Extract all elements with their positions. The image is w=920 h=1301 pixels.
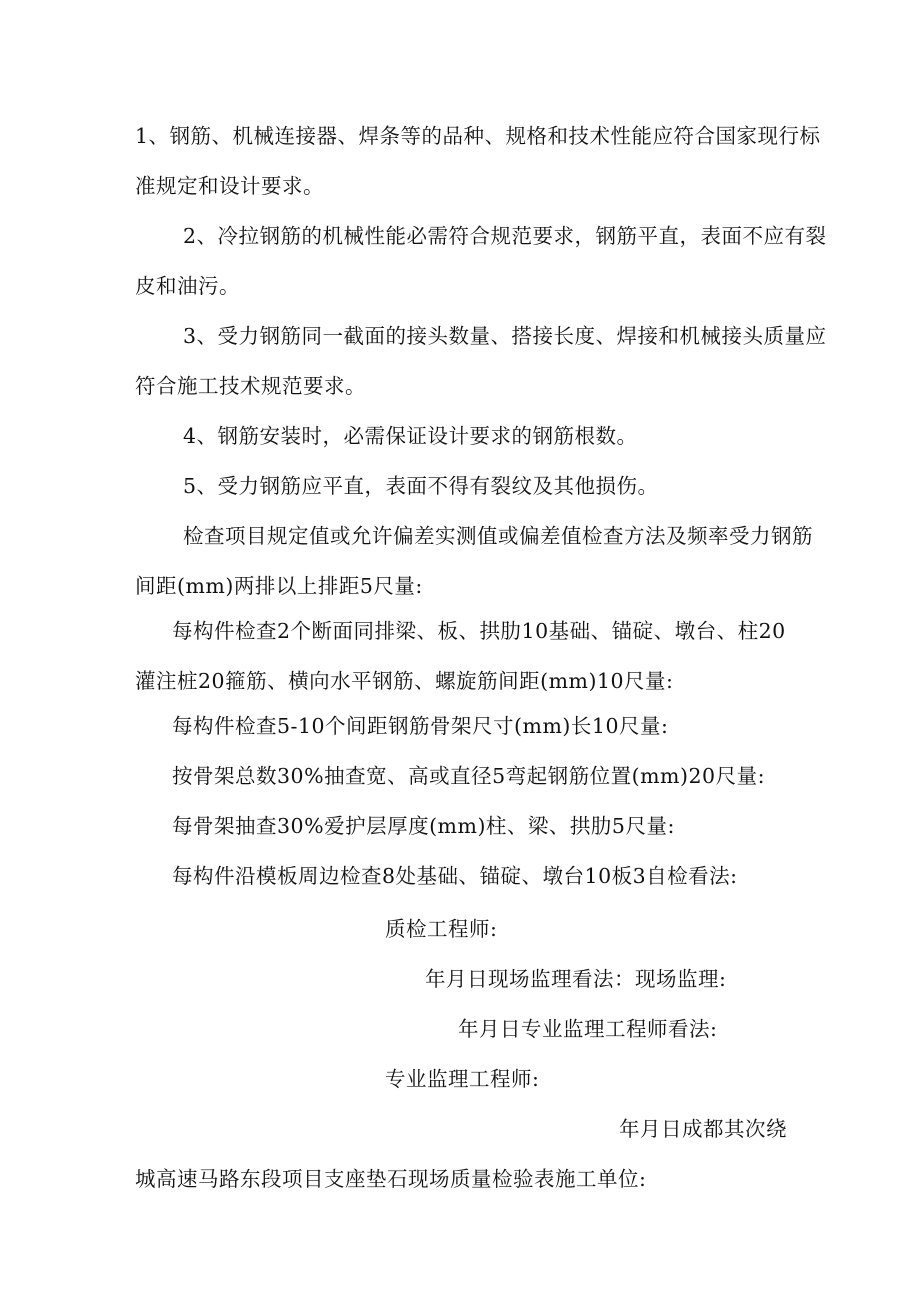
paragraph-7-line-1: 每构件检查2个断面同排梁、板、拱肋10基础、锚碇、墩台、柱20 <box>172 619 786 643</box>
site-supervision-label: 年月日现场监理看法：现场监理: <box>425 967 727 991</box>
specialist-opinion-label: 年月日专业监理工程师看法: <box>458 1017 718 1041</box>
paragraph-3-line-2: 符合施工技术规范要求。 <box>135 374 366 398</box>
paragraph-9-line-1: 按骨架总数30%抽查宽、高或直径5弯起钢筋位置(mm)20尺量: <box>172 764 765 788</box>
paragraph-1-line-2: 准规定和设计要求。 <box>135 174 324 198</box>
paragraph-6-line-1: 检查项目规定值或允许偏差实测值或偏差值检查方法及频率受力钢筋 <box>183 524 813 548</box>
paragraph-2-line-1: 2、冷拉钢筋的机械性能必需符合规范要求，钢筋平直，表面不应有裂 <box>183 224 827 248</box>
paragraph-1-line-1: 1、钢筋、机械连接器、焊条等的品种、规格和技术性能应符合国家现行标 <box>135 124 821 148</box>
paragraph-11-line-1: 每构件沿模板周边检查8处基础、锚碇、墩台10板3自检看法: <box>172 864 738 888</box>
paragraph-5-line-1: 5、受力钢筋应平直，表面不得有裂纹及其他损伤。 <box>183 474 659 498</box>
quality-engineer-label: 质检工程师: <box>385 917 498 941</box>
date-project-line: 年月日成都其次绕 <box>619 1117 787 1141</box>
paragraph-2-line-2: 皮和油污。 <box>135 274 240 298</box>
paragraph-7-line-2: 灌注桩20箍筋、横向水平钢筋、螺旋筋间距(mm)10尺量: <box>135 669 674 693</box>
paragraph-3-line-1: 3、受力钢筋同一截面的接头数量、搭接长度、焊接和机械接头质量应 <box>183 324 827 348</box>
project-title-line: 城高速马路东段项目支座垫石现场质量检验表施工单位: <box>135 1167 647 1191</box>
paragraph-6-line-2: 间距(mm)两排以上排距5尺量: <box>135 574 423 598</box>
paragraph-4-line-1: 4、钢筋安装时，必需保证设计要求的钢筋根数。 <box>183 424 638 448</box>
paragraph-10-line-1: 每骨架抽查30%爱护层厚度(mm)柱、梁、拱肋5尺量: <box>172 814 675 838</box>
paragraph-8-line-1: 每构件检查5-10个间距钢筋骨架尺寸(mm)长10尺量: <box>172 714 669 738</box>
specialist-engineer-label: 专业监理工程师: <box>385 1067 540 1091</box>
